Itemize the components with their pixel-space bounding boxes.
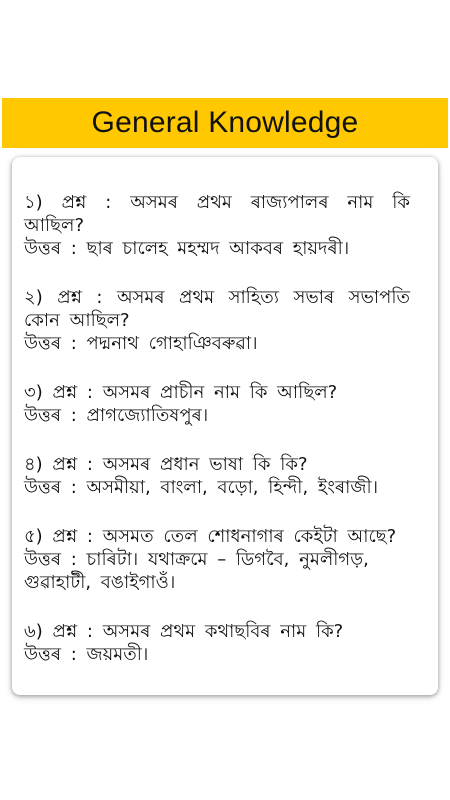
qa-item-6: [24, 620, 410, 666]
qa-item-4: [24, 453, 410, 499]
question-text: ৪) প্ৰশ্ন : অসমৰ প্ৰধান ভাষা কি কি?: [24, 454, 308, 475]
question-text: ১) প্ৰশ্ন : অসমৰ প্ৰথম ৰাজ্যপালৰ নাম কি আছিল?: [24, 192, 410, 236]
qa-card[interactable]: [12, 157, 438, 695]
qa-list: [24, 191, 410, 692]
qa-item-2: [24, 286, 410, 355]
question-text: ৩) প্ৰশ্ন : অসমৰ প্ৰাচীন নাম কি আছিল?: [24, 382, 338, 403]
question-text: ৬) প্ৰশ্ন : অসমৰ প্ৰথম কথাছবিৰ নাম কি?: [24, 621, 344, 642]
app-header: [2, 98, 448, 148]
answer-text: উত্তৰ : প্ৰাগজ্যোতিষপুৰ।: [24, 405, 209, 426]
answer-text: উত্তৰ : পদ্মনাথ গোহাঞিবৰুৱা।: [24, 333, 258, 354]
answer-text: উত্তৰ : অসমীয়া, বাংলা, বড়ো, হিন্দী, ইংৰাজী।: [24, 477, 379, 498]
answer-text: উত্তৰ : চাৰিটা। যথাক্ৰমে – ডিগবৈ, নুমলীগড়, গুৱাহাটী, বঙাইগাওঁ।: [24, 549, 369, 593]
answer-text: উত্তৰ : ছাৰ চালেহ মহম্মদ আকবৰ হায়দৰী।: [24, 238, 350, 259]
question-text: ৫) প্ৰশ্ন : অসমত তেল শোধনাগাৰ কেইটা আছে?: [24, 526, 397, 547]
qa-item-5: [24, 525, 410, 594]
qa-item-1: [24, 191, 410, 260]
page-title: General Knowledge: [91, 106, 359, 139]
qa-item-3: [24, 381, 410, 427]
answer-text: উত্তৰ : জয়মতী।: [24, 644, 149, 665]
question-text: ২) প্ৰশ্ন : অসমৰ প্ৰথম সাহিত্য সভাৰ সভাপতি কোন আছিল?: [24, 287, 410, 331]
